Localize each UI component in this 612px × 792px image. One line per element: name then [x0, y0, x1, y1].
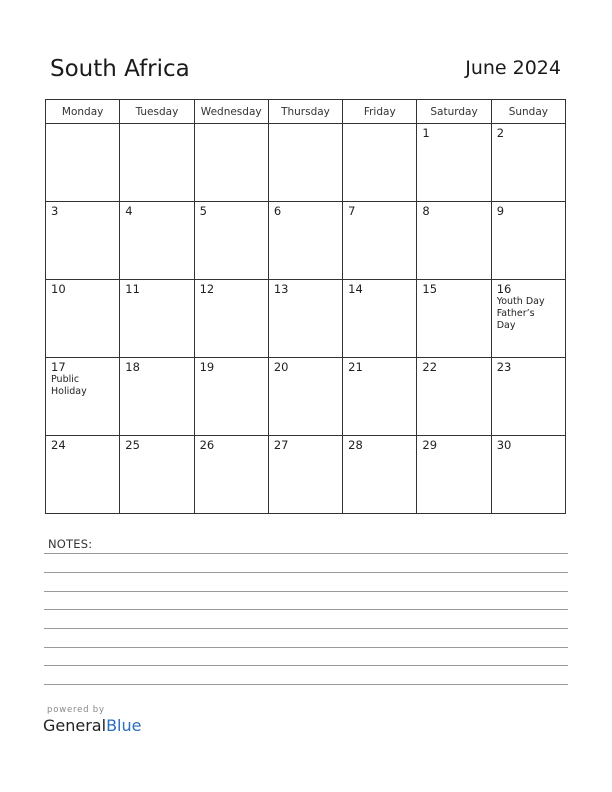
day-cell-content: [120, 358, 193, 374]
day-cell-content: [417, 436, 490, 452]
day-number: 14: [348, 282, 363, 296]
weekday-header-thursday: Thursday: [268, 100, 342, 124]
day-cell-content: [492, 436, 565, 452]
day-cell: [46, 202, 120, 280]
day-cell: [491, 280, 565, 358]
day-cell: [120, 280, 194, 358]
day-number: 8: [422, 204, 430, 218]
day-number: 27: [273, 438, 289, 452]
weekday-header-wednesday: Wednesday: [194, 100, 268, 124]
day-cell: [491, 124, 565, 202]
day-number: 7: [348, 204, 356, 218]
day-cell: [343, 358, 417, 436]
day-cell: [194, 124, 268, 202]
day-cell: [268, 202, 342, 280]
day-cell-content: [492, 280, 565, 332]
calendar-grid: [45, 99, 566, 514]
day-number: 24: [51, 438, 66, 452]
day-cell: [268, 436, 342, 514]
day-cell: [417, 202, 491, 280]
day-number: 1: [422, 126, 430, 140]
calendar-month-title: June 2024: [465, 57, 561, 79]
day-number: 15: [422, 282, 438, 296]
calendar-country-title: South Africa: [50, 56, 190, 82]
weekday-header-saturday: Saturday: [417, 100, 491, 124]
day-cell-content: [46, 358, 119, 398]
day-cell-content: [492, 358, 565, 374]
day-cell: [268, 358, 342, 436]
day-number: 2: [496, 126, 505, 140]
day-cell-content: [46, 280, 119, 296]
notes-label: NOTES:: [48, 537, 93, 551]
day-cell-content: [120, 280, 193, 296]
day-cell: [194, 436, 268, 514]
day-cell-content: [46, 124, 119, 126]
day-cell-content: [417, 202, 490, 218]
day-number: 26: [199, 438, 215, 452]
week-row: [46, 202, 566, 280]
day-cell: [343, 280, 417, 358]
day-cell-content: [343, 358, 416, 374]
note-line: [44, 591, 568, 592]
day-number: 30: [496, 438, 512, 452]
generalblue-logo[interactable]: [43, 716, 141, 736]
weekday-header-tuesday: Tuesday: [120, 100, 194, 124]
day-cell: [46, 358, 120, 436]
day-cell-content: [120, 436, 193, 452]
day-cell-content: [195, 436, 268, 452]
week-row: [46, 124, 566, 202]
day-cell-content: [492, 124, 565, 140]
day-number: 22: [422, 360, 438, 374]
day-cell: [491, 202, 565, 280]
calendar-body: [46, 124, 566, 514]
day-cell-content: [195, 358, 268, 374]
day-cell-content: [269, 280, 342, 296]
note-line: [44, 647, 568, 648]
day-cell: [46, 124, 120, 202]
note-line: [44, 684, 568, 685]
day-number: 12: [199, 282, 215, 296]
day-cell-content: [269, 124, 342, 126]
day-number: 23: [496, 360, 512, 374]
day-cell: [343, 124, 417, 202]
weekday-header-sunday: Sunday: [491, 100, 565, 124]
day-cell-content: [269, 436, 342, 452]
day-cell: [268, 124, 342, 202]
holiday-label: Youth Day Father’s Day: [496, 296, 545, 331]
day-number: 20: [273, 360, 289, 374]
week-row: [46, 358, 566, 436]
day-number: 13: [273, 282, 289, 296]
day-cell-content: [343, 124, 416, 126]
logo-text-blue: Blue: [106, 716, 142, 735]
day-cell-content: [269, 358, 342, 374]
day-number: 25: [125, 438, 140, 452]
day-cell: [120, 202, 194, 280]
day-cell-content: [195, 202, 268, 218]
day-cell-content: [269, 202, 342, 218]
day-number: 19: [199, 360, 215, 374]
day-number: 3: [51, 204, 59, 218]
day-cell-content: [120, 202, 193, 218]
day-number: 16: [496, 282, 512, 296]
day-number: 6: [273, 204, 282, 218]
day-cell: [46, 436, 120, 514]
day-number: 4: [125, 204, 133, 218]
day-number: 18: [125, 360, 140, 374]
note-line: [44, 609, 568, 610]
note-line: [44, 628, 568, 629]
day-cell-content: [417, 124, 490, 140]
powered-by-text: powered by: [47, 705, 105, 715]
day-number: 29: [422, 438, 438, 452]
day-cell: [417, 358, 491, 436]
day-cell: [417, 436, 491, 514]
day-cell: [343, 436, 417, 514]
day-cell: [491, 358, 565, 436]
day-cell: [417, 124, 491, 202]
note-line: [44, 553, 568, 554]
day-cell: [194, 358, 268, 436]
day-cell: [46, 280, 120, 358]
day-cell: [194, 202, 268, 280]
holiday-label: Public Holiday: [51, 374, 87, 397]
day-number: 5: [199, 204, 207, 218]
day-cell: [120, 124, 194, 202]
note-line: [44, 572, 568, 573]
day-number: 11: [125, 282, 140, 296]
day-number: 17: [51, 360, 66, 374]
day-number: 9: [496, 204, 505, 218]
day-cell-content: [343, 436, 416, 452]
day-cell-content: [343, 202, 416, 218]
week-row: [46, 436, 566, 514]
day-cell-content: [343, 280, 416, 296]
day-cell-content: [46, 436, 119, 452]
weekday-header-row: [46, 100, 566, 124]
day-number: 10: [51, 282, 66, 296]
day-cell: [417, 280, 491, 358]
day-cell-content: [120, 124, 193, 126]
day-cell-content: [195, 280, 268, 296]
day-cell-content: [195, 124, 268, 126]
day-cell-content: [417, 358, 490, 374]
day-cell: [268, 280, 342, 358]
day-number: 28: [348, 438, 363, 452]
day-cell-content: [492, 202, 565, 218]
day-cell-content: [417, 280, 490, 296]
day-number: 21: [348, 360, 363, 374]
weekday-header-friday: Friday: [343, 100, 417, 124]
week-row: [46, 280, 566, 358]
day-cell: [120, 358, 194, 436]
logo-text-general: General: [43, 716, 107, 735]
day-cell: [343, 202, 417, 280]
day-cell: [120, 436, 194, 514]
day-cell: [194, 280, 268, 358]
day-cell-content: [46, 202, 119, 218]
weekday-header-monday: Monday: [46, 100, 120, 124]
day-cell: [491, 436, 565, 514]
note-line: [44, 665, 568, 666]
